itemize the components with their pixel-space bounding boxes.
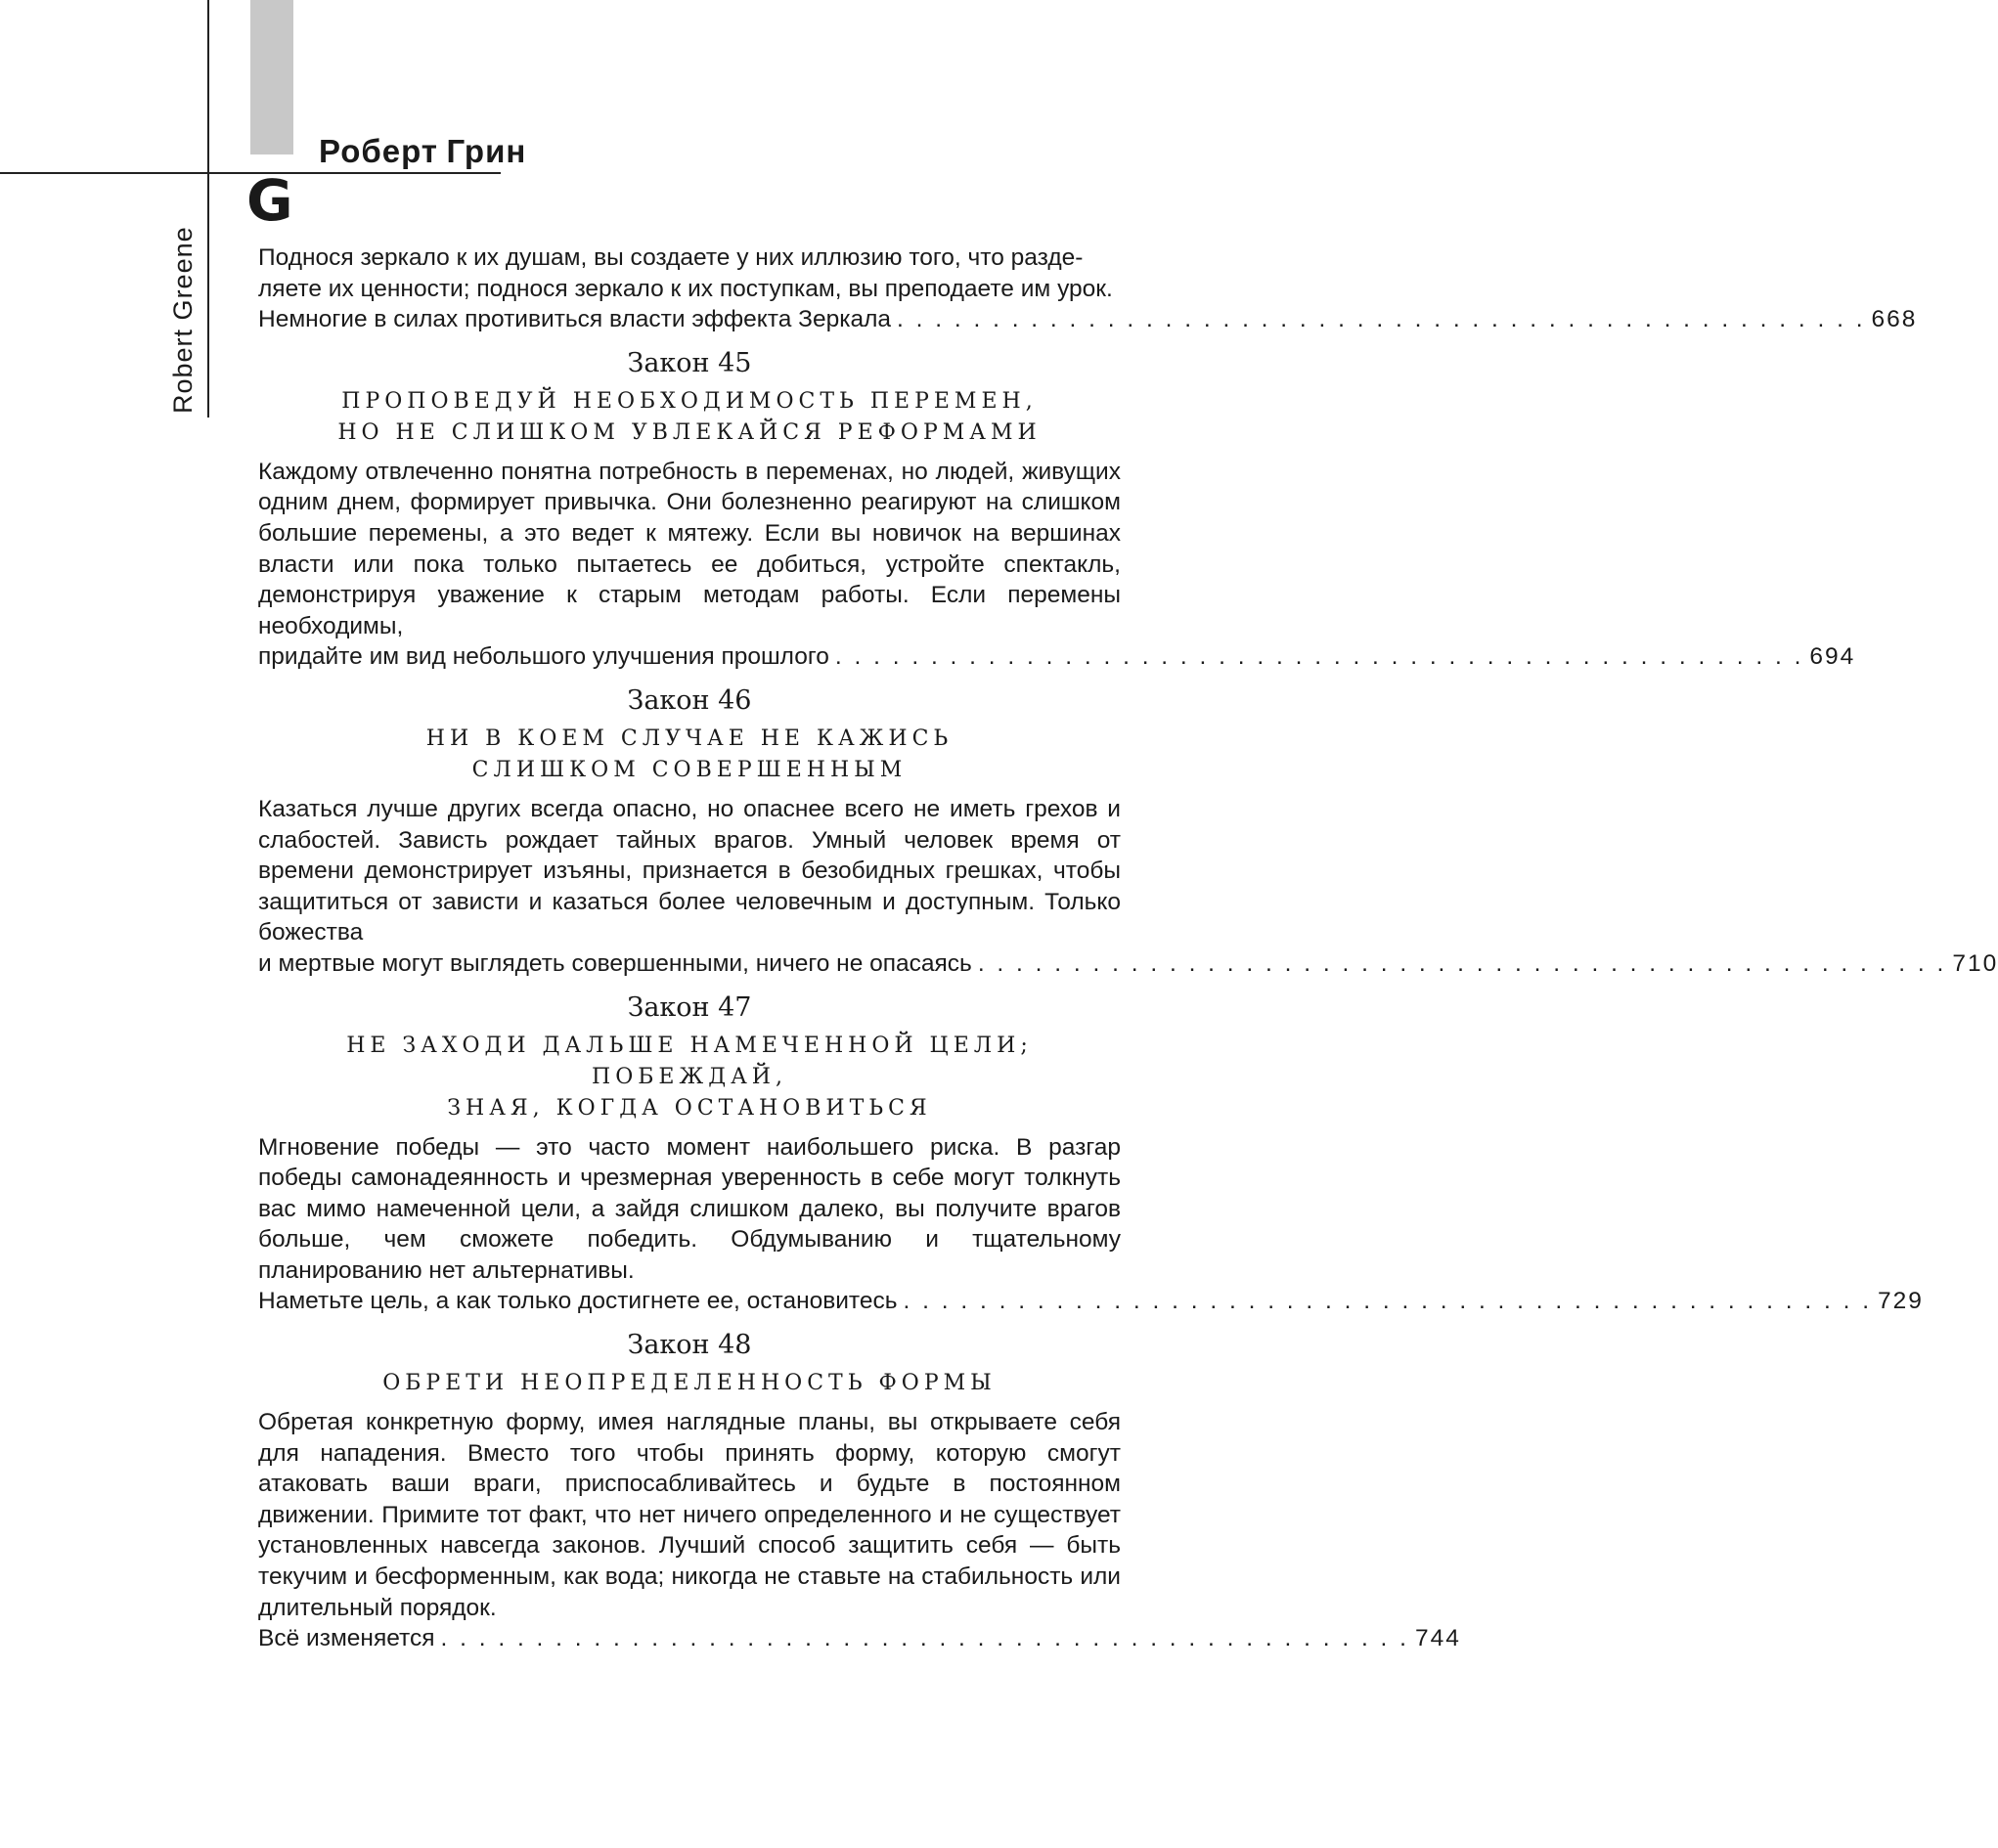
leader-dots: . . . . . . . . . . . . . . . . . . . . . . . . . . . . . . . . . . . . . . . . . . . . . . . . . . . [440,1625,1409,1652]
law-title-line: НИ В КОЕМ СЛУЧАЕ НЕ КАЖИСЬ [425,726,954,751]
toc-content [258,242,1998,1654]
vertical-rule [207,0,209,418]
entry-tail-text: и мертвые могут выглядеть совершенными, ничего не опасаясь [258,949,972,977]
law-number: Закон 48 [627,1330,752,1361]
spine-first: Robert [168,328,198,414]
intro-line-1: Поднося зеркало к их душам, вы создаете у них иллюзию того, что разде- [258,244,1084,271]
page-number: 729 [1878,1288,1924,1315]
page-number: 668 [1871,306,1918,333]
law-title-line: НО НЕ СЛИШКОМ УВЛЕКАЙСЯ РЕФОРМАМИ [337,419,1042,445]
law-summary-text: Мгновение победы — это часто момент наибольшего риска. В разгар победы самонадеянность и чрезмерная уверенность в себе могут толкнуть вас мимо намеченной цели, а зайдя слишком далеко, вы получите врагов больше, чем сможете победить. Обдумыванию и тщательному планированию нет альтернативы. [258,1133,1121,1284]
law-summary [258,794,1998,980]
toc-entry-tail[interactable] [258,1286,1924,1317]
author-last-name: Грин [446,133,527,169]
leader-dots: . . . . . . . . . . . . . . . . . . . . . . . . . . . . . . . . . . . . . . . . . . . . . . . . . . . [834,643,1804,671]
law-title-line: СЛИШКОМ СОВЕРШЕННЫМ [471,757,908,782]
page-number: 710 [1952,949,1998,977]
toc-entry-tail[interactable] [258,948,1998,980]
logo-letter: G [246,167,293,234]
toc-entry-tail[interactable] [258,641,1856,673]
running-head-author [319,133,526,170]
law-title-line: ОБРЕТИ НЕОПРЕДЕЛЕННОСТЬ ФОРМЫ [382,1371,997,1396]
author-first-name: Роберт [319,133,438,169]
entry-tail-text: придайте им вид небольшого улучшения прошлого [258,643,829,671]
entry-tail-text: Немногие в силах противиться власти эффекта Зеркала [258,306,892,333]
page-number: 744 [1414,1625,1461,1652]
law-title [258,1031,1121,1124]
law-title [258,1368,1121,1399]
law-summary [258,1132,1924,1318]
toc-entry-tail[interactable] [258,1623,1461,1654]
law-number: Закон 46 [627,684,752,716]
leader-dots: . . . . . . . . . . . . . . . . . . . . . . . . . . . . . . . . . . . . . . . . . . . . . . . . . . . [903,1288,1873,1315]
law-number: Закон 47 [627,991,752,1023]
law-number: Закон 45 [627,347,752,378]
law-summary [258,457,1856,673]
leader-dots: . . . . . . . . . . . . . . . . . . . . . . . . . . . . . . . . . . . . . . . . . . . . . . . . . . . [897,306,1866,333]
law-summary-text: Каждому отвлеченно понятна потребность в переменах, но людей, живущих одним днем, формирует привычка. Они болезненно реагируют на слишком большие перемены, а это ведет к мятежу. Если вы новичок на вершинах власти или пока только пытаетесь ее добиться, устройте спектакль, демонстрируя уважение к старым методам работы. Если перемены необходимы, [258,458,1121,639]
toc-entry-tail[interactable] [258,304,1918,335]
intro-paragraph [258,242,1918,335]
page-number: 694 [1809,643,1856,671]
law-summary-text: Обретая конкретную форму, имея наглядные планы, вы открываете себя для нападения. Вместо того чтобы принять форму, которую смогут атаковать ваши враги, приспосабливайтесь и будьте в постоянном движении. Примите тот факт, что нет ничего определенного и не существует установленных навсегда законов. Лучший способ защитить себя — быть текучим и бесформенным, как вода; никогда не ставьте на стабильность или длительный порядок. [258,1409,1121,1621]
intro-line-2: ляете их ценности; поднося зеркало к их поступкам, вы преподаете им урок. [258,275,1113,302]
law-title [258,724,1121,786]
law-title-line: ПРОПОВЕДУЙ НЕОБХОДИМОСТЬ ПЕРЕМЕН, [341,388,1038,414]
entry-tail-text: Наметьте цель, а как только достигнете ее, остановитесь [258,1288,898,1315]
spine-author [168,226,199,414]
entry-tail-text: Всё изменяется [258,1625,435,1652]
spine-last: Greene [168,226,198,321]
law-title-line: ЗНАЯ, КОГДА ОСТАНОВИТЬСЯ [447,1095,932,1121]
law-summary [258,1407,1461,1654]
law-summary-text: Казаться лучше других всегда опасно, но опаснее всего не иметь грехов и слабостей. Зависть рождает тайных врагов. Умный человек время от времени демонстрирует изъяны, признается в безобидных грешках, чтобы защититься от зависти и казаться более человечным и доступным. Только божества [258,795,1121,946]
leader-dots: . . . . . . . . . . . . . . . . . . . . . . . . . . . . . . . . . . . . . . . . . . . . . . . . . . . [977,949,1947,977]
law-title-line: НЕ ЗАХОДИ ДАЛЬШЕ НАМЕЧЕННОЙ ЦЕЛИ; ПОБЕЖДАЙ, [346,1033,1033,1089]
decorative-gray-bar [250,0,293,154]
law-title [258,386,1121,449]
